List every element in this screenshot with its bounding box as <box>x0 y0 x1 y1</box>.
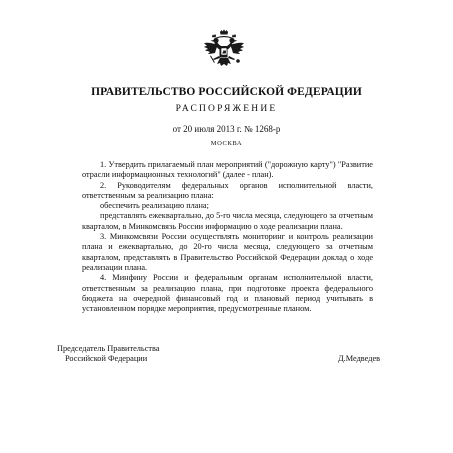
document-body <box>82 160 373 314</box>
body-paragraph: 4. Минфину России и федеральным органам исполнительной власти, ответственным за реализацию плана, при подготовке проекта федерального бюджета на очередной финансовый год и плановый период учитывать в установленном порядке мероприятия, предусмотренные планом. <box>82 273 373 314</box>
body-paragraph: 2. Руководителям федеральных органов исполнительной власти, ответственным за реализацию плана: <box>82 180 373 200</box>
document-kind: РАСПОРЯЖЕНИЕ <box>175 104 278 114</box>
body-paragraph: обеспечить реализацию плана; <box>100 201 209 211</box>
body-paragraph: 3. Минкомсвязи России осуществлять мониторинг и контроль реализации плана и ежеквартально, до 20-го числа месяца, следующего за отчетным кварталом, представлять в Правительство Российской Федерации доклад о ходе реализации плана. <box>82 232 373 272</box>
body-paragraph: представлять ежеквартально, до 5-го числа месяца, следующего за отчетным кварталом, в Минкомсвязь России информацию о ходе реализации плана. <box>82 211 373 231</box>
document-date-number: от 20 июля 2013 г. № 1268-р <box>172 124 281 134</box>
signature-name: Д.Медведев <box>338 354 381 363</box>
signature-position-line-2: Российской Федерации <box>65 354 148 363</box>
russian-eagle-emblem-icon <box>202 28 246 72</box>
body-paragraph: 1. Утвердить прилагаемый план мероприятий ("дорожную карту") "Развитие отрасли информационных технологий" (далее - план). <box>82 160 373 180</box>
document-city: МОСКВА <box>210 140 243 147</box>
signature-position-line-1: Председатель Правительства <box>57 344 160 353</box>
government-title: ПРАВИТЕЛЬСТВО РОССИЙСКОЙ ФЕДЕРАЦИИ <box>91 86 362 98</box>
